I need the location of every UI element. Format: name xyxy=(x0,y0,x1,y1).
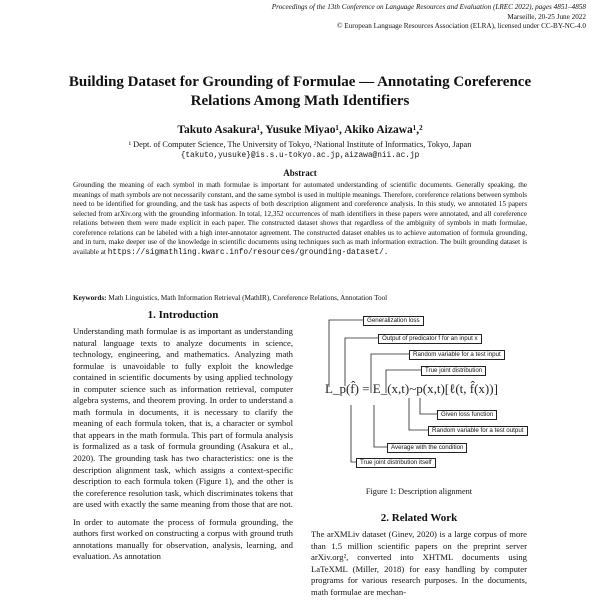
intro-paragraph: In order to automate the process of formula grounding, the authors first worked on constructing a corpus with ground truth annotations manually for observation, analysis, learning, and evaluation. As annotation xyxy=(73,516,293,562)
loss-formula: L_p(f̂) = E_(x,t)~p(x,t)[ℓ(t, f̂(x))] xyxy=(325,381,498,396)
introduction-text xyxy=(73,326,293,563)
figure-label-box: Random variable for a test output xyxy=(428,426,528,436)
section-heading-introduction: 1. Introduction xyxy=(147,309,219,321)
abstract-heading: Abstract xyxy=(283,168,317,178)
section-heading-related-work: 2. Related Work xyxy=(380,512,458,524)
keywords xyxy=(73,294,527,302)
figure-label-box: True joint distribution itself xyxy=(356,458,436,468)
license-line: © European Language Resources Association (ELRA), licensed under CC-BY-NC-4.0 xyxy=(337,22,586,31)
proceedings-header xyxy=(272,3,586,32)
figure-label-box: Average with the condition xyxy=(387,443,467,453)
figure-label-box: Given loss function xyxy=(437,410,497,420)
abstract-body: Grounding the meaning of each symbol in math formulae is important for automated understanding of scientific documents. Generally speaking, the meanings of math symbols are not necessarily constant, and the same symbol is used in multiple meanings. Therefore, coreference relations between symbols need to be identified for grounding, and the task has aspects of both description alignment and coreference analysis. In this study, we annotated 15 papers selected from arXiv.org with the grounding information. In total, 12,352 occurrences of math identifiers in these papers were annotated, and all coreference relations between them were made explicit in each paper. The constructed dataset shows that regardless of the ambiguity of symbols in math formulae, coreference relations can be labeled with a high inter-annotator agreement. The constructed dataset enables us to achieve automation of formula grounding, and in turn, make deeper use of the knowledge in scientific documents using techniques such as math information extraction. The built grounding dataset is available at xyxy=(73,181,527,256)
paper-title: Building Dataset for Grounding of Formulae — Annotating Coreference Relations Among Math Identifiers xyxy=(68,74,532,109)
figure-label-box: Random variable for a test input xyxy=(409,350,505,360)
figure-label-box: True joint distribution xyxy=(421,366,486,376)
figure-label-box: Generalization loss xyxy=(363,316,424,326)
affiliation-line: ¹ Dept. of Computer Science, The University of Tokyo, ²National Institute of Informatics, Tokyo, Japan xyxy=(128,140,472,149)
author-list: Takuto Asakura¹, Yusuke Miyao¹, Akiko Aizawa¹,² xyxy=(177,124,423,136)
keywords-list: Math Linguistics, Math Information Retrieval (MathIR), Coreference Relations, Annotation Tool xyxy=(108,294,388,302)
proceedings-line: Proceedings of the 13th Conference on Language Resources and Evaluation (LREC 2022), pages 4851–4858 xyxy=(271,3,586,11)
intro-paragraph: Understanding math formulae is as important as understanding natural language texts to analyze documents in science, technology, engineering, and mathematics. Analyzing math formulae is unavoidable to fully exploit the knowledge contained in scientific documents by using applied technology in computer science such as information retrieval, computer algebra systems, and theorem proving. In order to understand a math formula in documents, it is necessary to clarify the meaning of each formula token, that is, a character or symbol that appears in the math formula. This part of formula analysis is formalized as a task of formula grounding (Asakura et al., 2020). The grounding task has two characteristics: one is the description alignment task, which assigns a context-specific description to each formula token (Figure 1), and the other is the coreference resolution task, which discriminates tokens that are used with exactly the same meaning from those that are not. xyxy=(73,326,293,510)
figure-caption: Figure 1: Description alignment xyxy=(365,487,473,496)
author-emails: {takuto,yusuke}@is.s.u-tokyo.ac.jp,aizawa@nii.ac.jp xyxy=(180,151,420,160)
keywords-label: Keywords: xyxy=(73,294,107,302)
abstract-text xyxy=(73,181,527,258)
figure-label-box: Output of predicator f̂ for an input x xyxy=(378,334,482,344)
venue-line: Marseille, 20-25 June 2022 xyxy=(507,12,586,21)
dataset-url[interactable]: https://sigmathling.kwarc.info/resources/grounding-dataset/. xyxy=(107,248,389,257)
affiliations xyxy=(0,140,600,161)
related-work-text: The arXMLiv dataset (Ginev, 2020) is a large corpus of more than 1.5 million scientific papers on the preprint server arXiv.org², converted into XHTML documents using LaTeXML (Miller, 2018) for easy handling by computer programs for various research purposes. In the documents, math formulae are mechan- xyxy=(311,529,527,597)
